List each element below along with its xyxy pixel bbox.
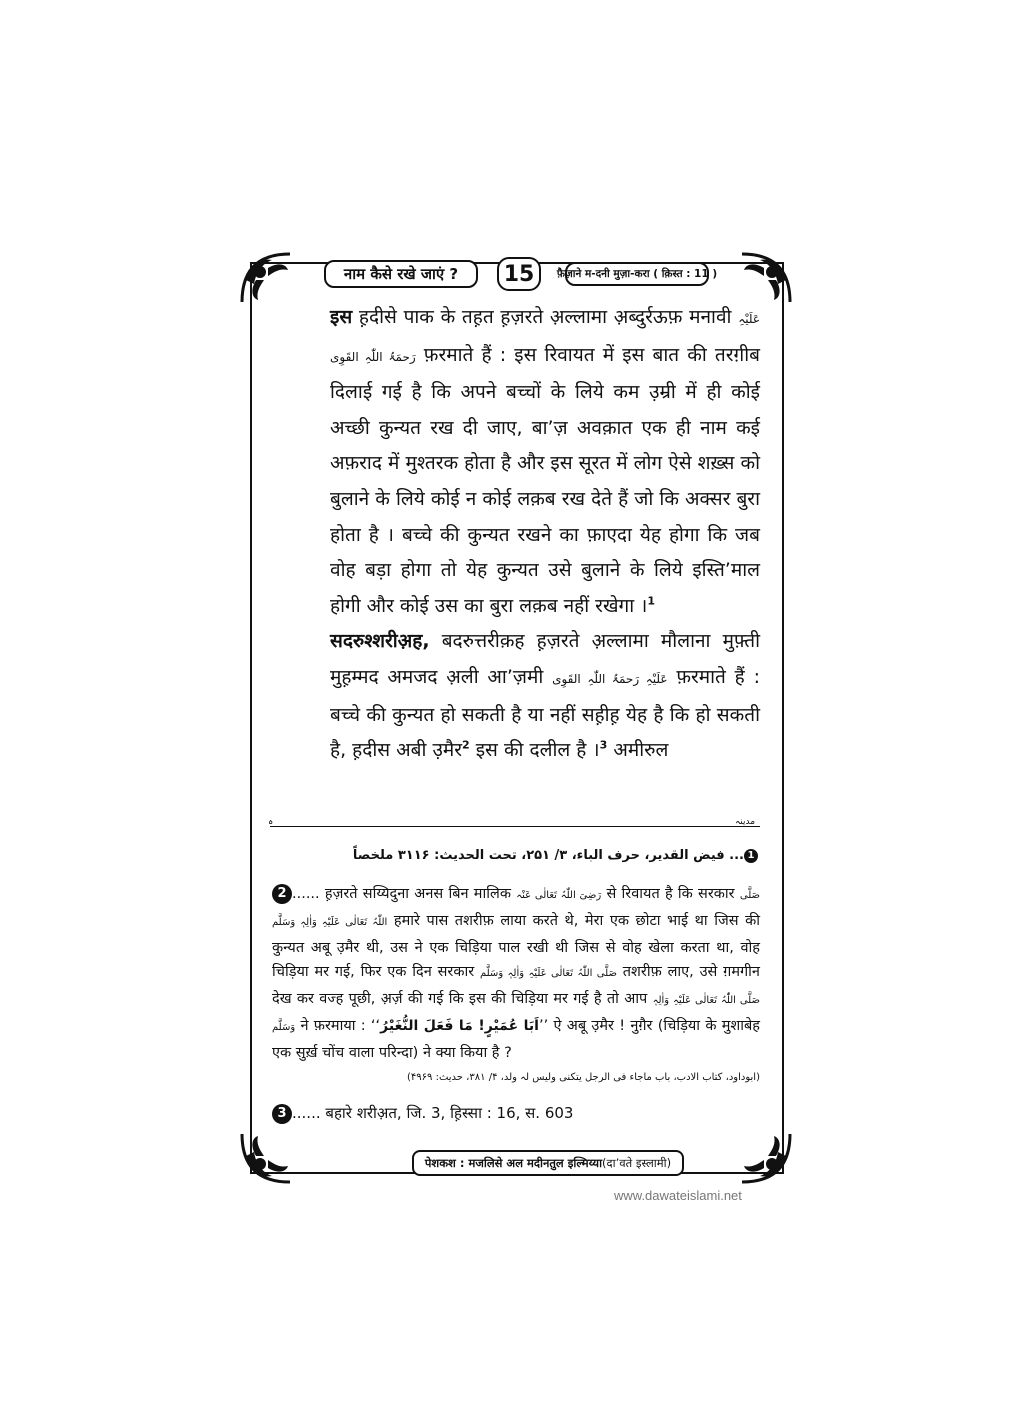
catchword: مدینہ [735,817,756,827]
floral-corner-ornament-icon [238,1130,294,1186]
floral-corner-ornament-icon [738,1130,794,1186]
arabic-honorific: صَلَّی اللّٰہُ تَعَالٰی عَلَیْہِ وَاٰلِہٖ وَسَلَّم [272,995,760,1033]
text-span: तशरीफ़ लाए, उसे ग़मगीन देख कर वज्ह पूछी, अ़र्ज़ की गई कि इस की चिड़िया मर गई है तो आप [272,964,760,1008]
text-span: अमीरुल [607,739,669,762]
main-body [330,300,760,769]
text-span: फ़रमाते हैं : बच्चे की कुन्यत हो सकती है या नहीं सह़ीह़ येह है कि हो सकती है, ह़दीस अबी उ़मैर [330,665,760,762]
text-span: हमारे पास तशरीफ़ लाया करते थे, मेरा एक छोटा भाई था जिस की कुन्यत अबू उ़मैर थी, उस ने एक चिड़िया पाल रखी थी जिस से वोह खेला करता था, वोह चिड़िया मर गई, फिर एक दिन सरकार [272,912,760,981]
arabic-honorific: صَلَّی اللّٰہُ تَعَالٰی عَلَیْہِ وَاٰلِہٖ وَسَلَّم [272,890,760,928]
arabic-honorific: صَلَّی اللّٰہُ تَعَالٰی عَلَیْہِ وَاٰلِہٖ وَسَلَّم [479,968,617,980]
footnote-number-badge: 3 [272,1104,292,1124]
text-span: ...... ह़ज़रते सय्यिदुना अनस बिन मालिक [292,886,517,902]
footnote-2-reference: (ابوداود، کتاب الادب، باب ماجاء فی الرجل یتکنی ولیس لہ ولد، ۴/ ۳۸۱، حدیث: ۴۹۶۹) [407,1072,760,1083]
footnote-3 [272,1103,760,1124]
page-number: 15 [497,257,541,291]
footnote-ref: 2 [462,738,470,752]
text-span: ह़दीसे पाक के तह़त ह़ज़रते अ़ल्लामा अ़ब्दुर्रऊफ़ मनावी [352,306,739,328]
footnote-text: ...... बहारे शरीअ़त, जि. 3, ह़िस्सा : 16, स. 603 [292,1104,574,1122]
footnote-separator [270,826,760,827]
arabic-honorific: عَلَیْہِ رَحمَۃُ اللّٰہِ القَوِی [552,671,668,686]
text-span: फ़रमाते हैं : इस रिवायत में इस बात की तरग़ीब दिलाई गई है कि अपने बच्चों के लिये कम उ़म्री में ही कोई अच्छी कुन्यत रख दी जाए, बा’ज़ अवक़ात एक ही नाम कई अफ़राद में मुश्तरक होता है और इस सूरत में लोग ऐसे शख़्स को बुलाने के लिये कोई न कोई लक़ब रख देते हैं जो कि अक्सर बुरा होता है । बच्चे की कुन्यत रखने का फ़ाएदा येह होगा कि जब वोह बड़ा होगा तो येह कुन्यत उसे बुलाने के लिये इस्ति’माल होगी और कोई उस का बुरा लक़ब नहीं रखेगा । [330,343,760,617]
footnote-ref: 3 [599,738,608,752]
footnote-1 [280,848,758,863]
text-span: इस की दलील है । [469,739,600,762]
footnote-number-badge: 1 [744,849,758,863]
arabic-honorific: عَلَیْہِ رَحمَۃُ اللّٰہِ القَوِی [330,312,760,364]
paragraph-2 [330,624,760,768]
paragraph-lead: इस [330,306,353,328]
arabic-hadith-quote: اَبَا عُمَیْرٍ! مَا فَعَلَ النُّغَیْرُ [380,1017,539,1034]
text-span: से रिवायत है कि सरकार [601,886,740,902]
header-book-title: नाम कैसे रखे जाएं ? [324,260,478,288]
floral-corner-ornament-icon [238,250,294,306]
text-span: ने फ़रमाया : ‘‘ [295,1017,381,1034]
website-url: www.dawateislami.net [614,1188,742,1203]
text-span: बदरुत्तरीक़ह ह़ज़रते अ़ल्लामा मौलाना मुफ़्ती मुह़म्मद अमजद अ़ली आ’ज़मी [330,630,760,688]
publisher-label: पेशकश : मजलिसे अल मदीनतुल इल्मिय्या [424,1155,603,1170]
publisher-footer [412,1150,684,1176]
footnote-2 [272,882,760,1066]
text-span: ’’ ऐ अबू उ़मैर ! नुग़ैर (चिड़िया के मुशाबेह एक सुर्ख़ चोंच वाला परिन्दा) ने क्या किया है ? [272,1017,760,1061]
paragraph-1 [330,300,760,624]
publisher-org: (दा’वते इस्लामी) [602,1155,672,1170]
footnote-number-badge: 2 [272,884,292,904]
header-series-title: फ़ैज़ाने म-दनी मुज़ा-करा ( क़िस्त : 11 ) [565,262,709,286]
separator-mark: ہ [268,817,274,827]
arabic-honorific: رَضِیَ اللّٰہُ تَعَالٰی عَنْہ [516,890,602,901]
paragraph-lead: सदरुश्शरीअ़ह, [330,630,430,653]
footnote-text: ... فیض القدیر، حرف الباء، ۳/ ۲۵۱، تحت الحدیث: ۳۱۱۶ ملخصاً [352,848,744,863]
floral-corner-ornament-icon [738,250,794,306]
footnote-ref: 1 [647,594,656,608]
